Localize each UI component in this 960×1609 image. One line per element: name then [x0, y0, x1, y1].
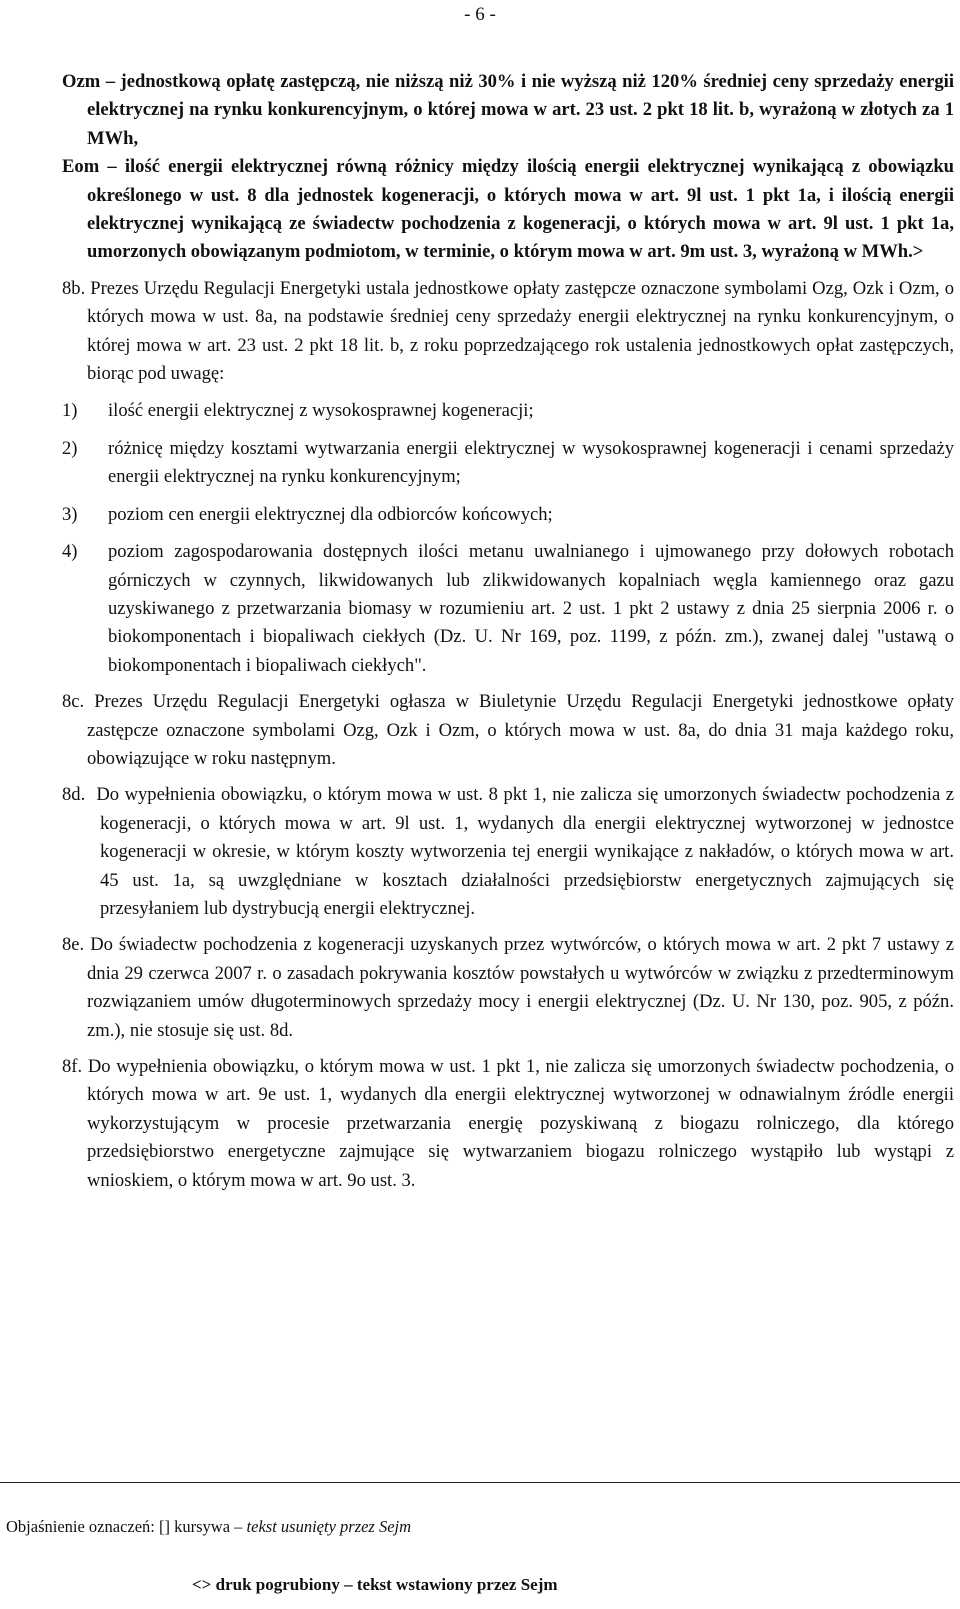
- page-number: - 6 -: [464, 4, 496, 25]
- legend-italic-word: kursywa: [174, 1517, 231, 1536]
- list-item-text: ilość energii elektrycznej z wysokosprawnej kogeneracji;: [108, 400, 534, 422]
- legend-brackets: []: [159, 1517, 171, 1536]
- paragraph-number: 8e.: [62, 934, 85, 956]
- paragraph-number: 8f.: [62, 1056, 83, 1077]
- definition-text: ilość energii elektrycznej równą różnicy między ilością energii elektrycznej wynikającą z obowiązku określonego w ust. 8 dla jednostek kogeneracji, o których mowa w art. 9l ust. 1 pkt 1a, i ilością energii elektrycznej wynikającą ze świadectw pochodzenia z kogeneracji, o których mowa w art. 9l ust. 1 pkt 1a, umorzonych obowiązanym podmiotom, w terminie, o którym mowa w art. 9m ust. 3, wyrażoną w MWh.>: [87, 156, 955, 263]
- paragraph-text: Prezes Urzędu Regulacji Energetyki ustala jednostkowe opłaty zastępcze oznaczone symbolami Ozg, Ozk i Ozm, o których mowa w ust. 8a, na podstawie średniej ceny sprzedaży energii elektrycznej na rynku konkurencyjnym, o której mowa w art. 23 ust. 2 pkt 18 lit. b, z roku poprzedzającego rok ustalenia jednostkowych opłat zastępczych, biorąc pod uwagę:: [87, 277, 955, 385]
- definition-ozm: [62, 68, 954, 153]
- paragraph-number: 8b.: [62, 277, 86, 299]
- paragraph-number: 8d.: [62, 784, 86, 806]
- legend-line: [6, 1517, 411, 1537]
- list-item-number: 2): [62, 437, 78, 459]
- list-item-number: 4): [62, 541, 78, 563]
- legend-italic-description: tekst usunięty przez Sejm: [246, 1517, 412, 1536]
- inserted-bold-block: [62, 68, 954, 267]
- list-item-text: poziom zagospodarowania dostępnych ilości metanu uwalnianego i ujmowanego przy dołowych robotach górniczych w czynnych, likwidowanych lub zlikwidowanych kopalniach węgla kamiennego oraz gazu uzyskiwanego z przetwarzania biomasy w rozumieniu art. 2 ust. 1 pkt 2 ustawy z dnia 25 sierpnia 2006 r. o biokomponentach i biopaliwach ciekłych (Dz. U. Nr 169, poz. 1199, z późn. zm.), zwanej dalej "ustawą o biokomponentach i biopaliwach ciekłych".: [108, 541, 954, 676]
- list-item: [62, 435, 954, 492]
- paragraph-text: Do wypełnienia obowiązku, o którym mowa w ust. 1 pkt 1, nie zalicza się umorzonych świadectw pochodzenia, o których mowa w art. 9e ust. 1, wydanych dla energii elektrycznej wytworzonej w odnawialnym źródle energii wykorzystującym w procesie przetwarzania energię pozyskiwaną z biogazu rolniczego, dla którego przedsiębiorstwo energetyczne zajmujące się wytwarzaniem biogazu rolniczego wystąpiło lub wystąpi z wnioskiem, o którym mowa w art. 9o ust. 3.: [87, 1056, 954, 1191]
- document-body: [62, 68, 954, 1195]
- paragraph-8e: [62, 931, 954, 1045]
- footer-divider: [0, 1482, 960, 1483]
- paragraph-text: Prezes Urzędu Regulacji Energetyki ogłasza w Biuletynie Urzędu Regulacji Energetyki jednostkowe opłaty zastępcze oznaczone symbolami Ozg, Ozk i Ozm, o których mowa w ust. 8a, do dnia 31 maja każdego roku, obowiązujące w roku następnym.: [87, 691, 954, 769]
- legend-bold-line: <> druk pogrubiony – tekst wstawiony przez Sejm: [192, 1575, 558, 1594]
- paragraph-text: Do wypełnienia obowiązku, o którym mowa w ust. 8 pkt 1, nie zalicza się umorzonych świadectw pochodzenia z kogeneracji, o których mowa w art. 9l ust. 1, wydanych dla energii elektrycznej wytworzonej w jednostce kogeneracji w okresie, w którym koszty wytworzenia tej energii wynikające z nakładów, o których mowa w art. 45 ust. 1a, są uwzględniane w kosztach działalności przedsiębiorstw energetycznych zajmujących się przesyłaniem lub dystrybucją energii elektrycznej.: [96, 784, 954, 919]
- list-item-number: 3): [62, 503, 78, 525]
- paragraph-8b: [62, 275, 954, 389]
- definition-eom: [62, 153, 954, 267]
- paragraph-text: Do świadectw pochodzenia z kogeneracji uzyskanych przez wytwórców, o których mowa w art. 2 pkt 7 ustawy z dnia 29 czerwca 2007 r. o zasadach pokrywania kosztów powstałych u wytwórców w związku z przedterminowym rozwiązaniem umów długoterminowych sprzedaży mocy i energii elektrycznej (Dz. U. Nr 130, poz. 905, z późn. zm.), nie stosuje się ust. 8d.: [87, 934, 954, 1041]
- list-item-text: różnicę między kosztami wytwarzania energii elektrycznej w wysokosprawnej kogeneracji i cenami sprzedaży energii elektrycznej na rynku konkurencyjnym;: [108, 437, 954, 488]
- paragraph-number: 8c.: [62, 691, 85, 713]
- definition-symbol: Ozm –: [62, 71, 115, 92]
- definition-symbol: Eom –: [62, 156, 117, 178]
- list-item: [62, 538, 954, 680]
- list-item-text: poziom cen energii elektrycznej dla odbiorców końcowych;: [108, 503, 553, 525]
- list-item: [62, 501, 954, 529]
- list-item-number: 1): [62, 400, 78, 422]
- legend-dash: –: [234, 1517, 243, 1536]
- paragraph-8d: [62, 781, 954, 923]
- definition-text: jednostkową opłatę zastępczą, nie niższą niż 30% i nie wyższą niż 120% średniej ceny sprzedaży energii elektrycznej na rynku konkurencyjnym, o której mowa w art. 23 ust. 2 pkt 18 lit. b, wyrażoną w złotych za 1 MWh,: [87, 71, 954, 149]
- paragraph-8c: [62, 688, 954, 773]
- legend-label: Objaśnienie oznaczeń:: [6, 1517, 155, 1536]
- paragraph-8f: [62, 1053, 954, 1195]
- list-item: [62, 397, 954, 425]
